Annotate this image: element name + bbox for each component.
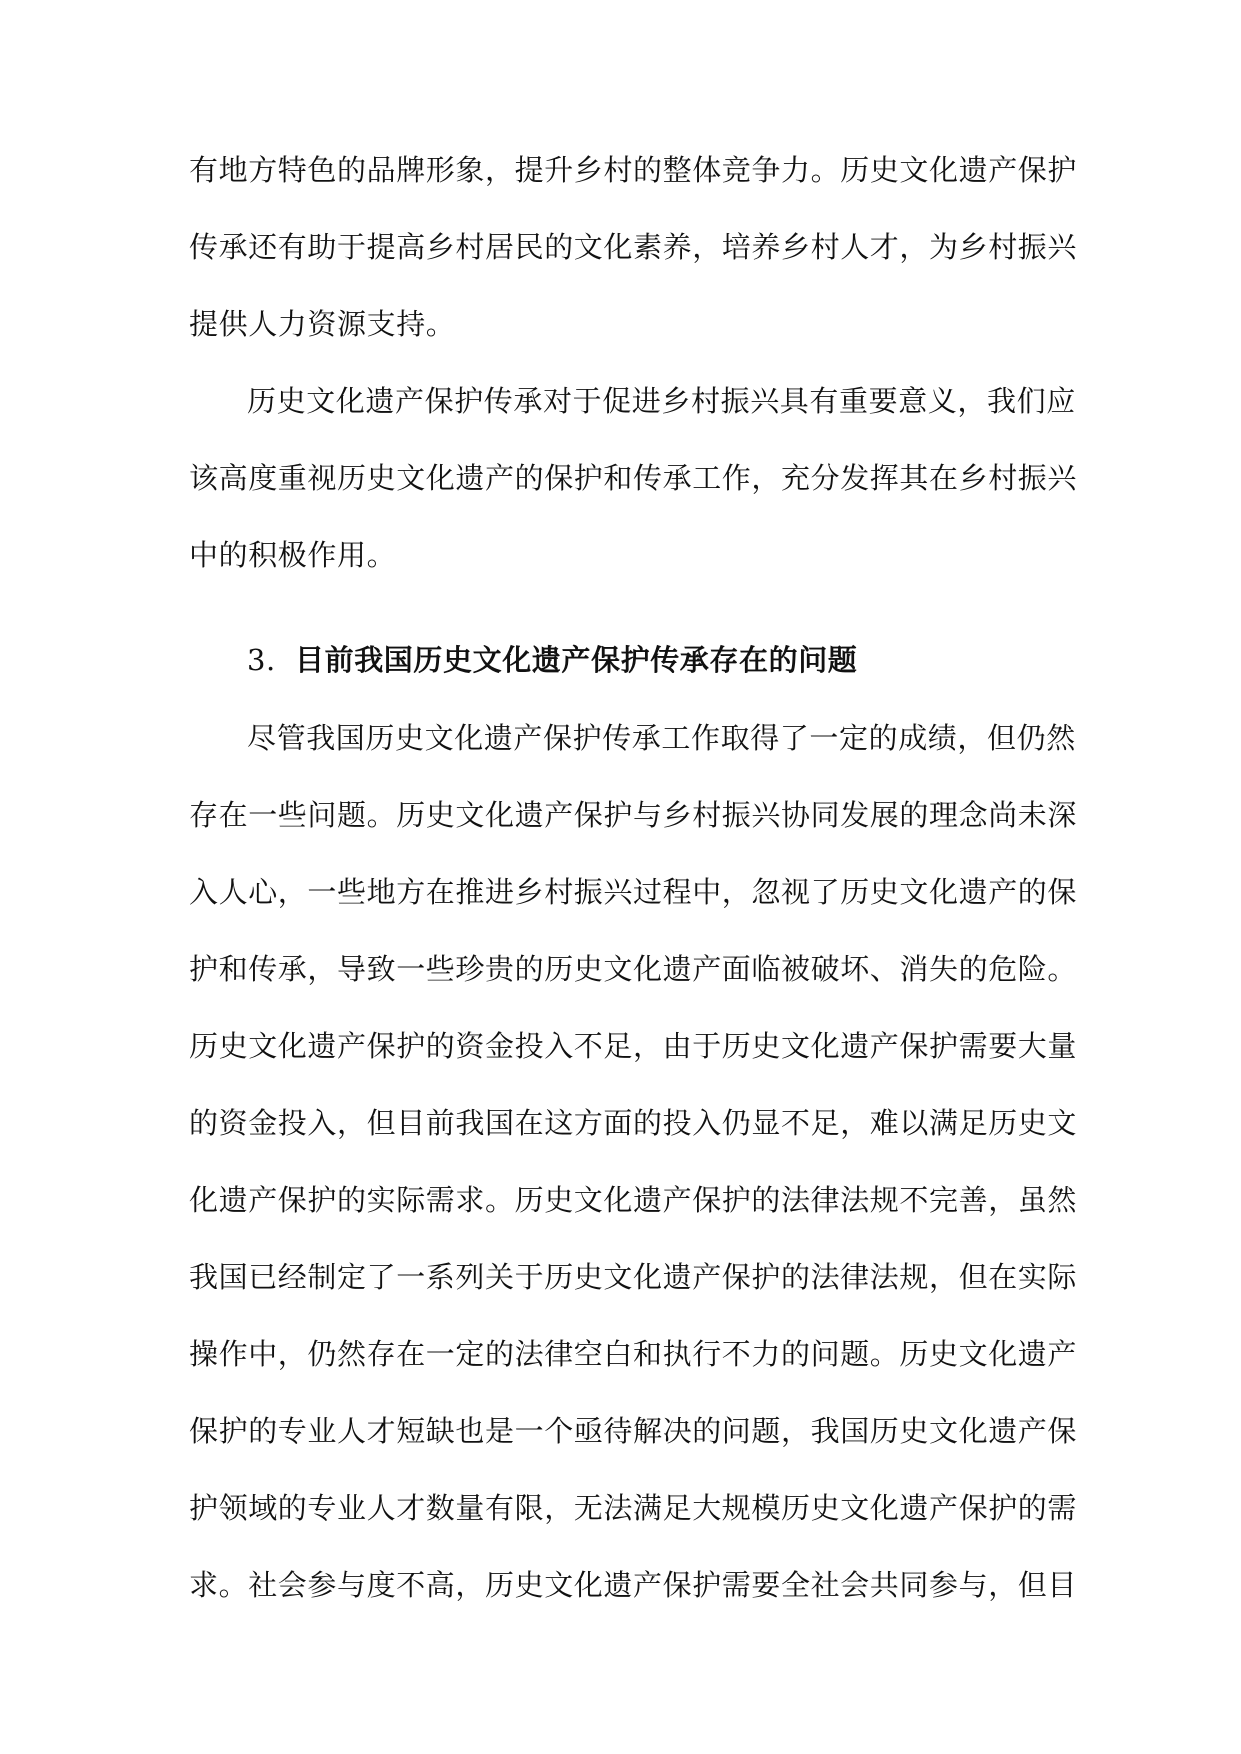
paragraph [189, 708, 1078, 1632]
text-line: 历史文化遗产保护传承对于促进乡村振兴具有重要意义，我们应 [247, 384, 1076, 418]
document-body [189, 140, 1078, 1632]
text-line: 化遗产保护的实际需求。历史文化遗产保护的法律法规不完善，虽然 [189, 1183, 1078, 1217]
text-line: 传承还有助于提高乡村居民的文化素养，培养乡村人才，为乡村振兴 [189, 230, 1078, 264]
text-line: 中的积极作用。 [189, 538, 397, 572]
section-number: 3. [247, 643, 276, 677]
text-line: 存在一些问题。历史文化遗产保护与乡村振兴协同发展的理念尚未深 [189, 798, 1078, 832]
text-line: 该高度重视历史文化遗产的保护和传承工作，充分发挥其在乡村振兴 [189, 461, 1078, 495]
text-line: 提供人力资源支持。 [189, 307, 456, 341]
text-line: 的资金投入，但目前我国在这方面的投入仍显不足，难以满足历史文 [189, 1106, 1078, 1140]
text-line: 护和传承，导致一些珍贵的历史文化遗产面临被破坏、消失的危险。 [189, 952, 1078, 986]
section-heading [189, 642, 1054, 708]
text-line: 历史文化遗产保护的资金投入不足，由于历史文化遗产保护需要大量 [189, 1029, 1078, 1063]
text-line: 我国已经制定了一系列关于历史文化遗产保护的法律法规，但在实际 [189, 1260, 1078, 1294]
text-line: 尽管我国历史文化遗产保护传承工作取得了一定的成绩，但仍然 [247, 721, 1076, 755]
text-line: 操作中，仍然存在一定的法律空白和执行不力的问题。历史文化遗产 [189, 1337, 1078, 1371]
text-line: 入人心，一些地方在推进乡村振兴过程中，忽视了历史文化遗产的保 [189, 875, 1078, 909]
text-line: 护领域的专业人才数量有限，无法满足大规模历史文化遗产保护的需 [189, 1491, 1078, 1525]
text-line: 求。社会参与度不高，历史文化遗产保护需要全社会共同参与，但目 [189, 1568, 1078, 1602]
section-title: 目前我国历史文化遗产保护传承存在的问题 [295, 643, 858, 677]
text-line: 有地方特色的品牌形象，提升乡村的整体竞争力。历史文化遗产保护 [189, 153, 1078, 187]
section-spacer [189, 602, 1054, 642]
text-line: 保护的专业人才短缺也是一个亟待解决的问题，我国历史文化遗产保 [189, 1414, 1078, 1448]
paragraph [189, 371, 1078, 602]
paragraph [189, 140, 1078, 371]
